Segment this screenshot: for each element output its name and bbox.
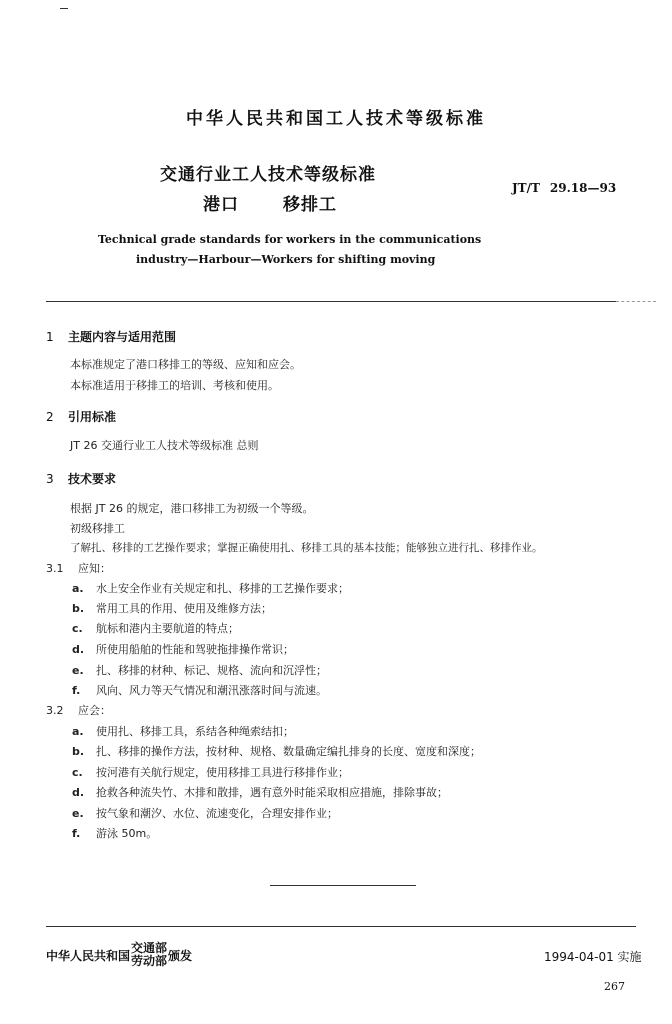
list-item-text: 扎、移排的材种、标记、规格、流向和沉浮性； — [96, 664, 327, 677]
paragraph: 初级移排工 — [70, 522, 125, 535]
list-item-text: 扎、移排的操作方法，按材种、规格、数量确定编扎排身的长度、宽度和深度； — [96, 745, 481, 758]
list-item-label: d. — [72, 786, 85, 799]
list-item — [72, 662, 327, 678]
list-item-label: c. — [72, 622, 83, 635]
section-2-heading — [46, 408, 116, 425]
national-standard-heading: 中华人民共和国工人技术等级标准 — [186, 109, 486, 129]
section-number: 2 — [46, 410, 54, 424]
list-item-label: f. — [72, 684, 81, 697]
subsection-title: 应知： — [78, 562, 111, 575]
list-item-text: 使用扎、移排工具，系结各种绳索结扣； — [96, 725, 294, 738]
list-item-text: 抢救各种流失竹、木排和散排，遇有意外时能采取相应措施，排除事故； — [96, 786, 448, 799]
list-item-label: f. — [72, 827, 81, 840]
corner-mark — [60, 8, 68, 9]
section-title: 主题内容与适用范围 — [68, 330, 177, 344]
list-item-label: b. — [72, 745, 85, 758]
list-item-text: 水上安全作业有关规定和扎、移排的工艺操作要求； — [96, 582, 349, 595]
subsection-3-1-heading — [46, 560, 111, 576]
end-rule — [270, 885, 416, 886]
subtitle-harbour: 港口 — [203, 195, 239, 215]
paragraph: 了解扎、移排的工艺操作要求；掌握正确使用扎、移排工具的基本技能；能够独立进行扎、移排作业。 — [70, 542, 543, 554]
list-item-text: 常用工具的作用、使用及维修方法； — [96, 602, 272, 615]
list-item — [72, 682, 327, 698]
subsection-number: 3.1 — [46, 562, 64, 575]
issuer-ministry-labour: 劳动部 — [131, 954, 168, 968]
paragraph: 根据 JT 26 的规定，港口移排工为初级一个等级。 — [70, 502, 314, 515]
list-item — [72, 784, 448, 800]
english-title-line1: Technical grade standards for workers in the communications — [98, 233, 482, 246]
list-item-text: 航标和港内主要航道的特点； — [96, 622, 239, 635]
code-number: 29.18—93 — [549, 181, 617, 195]
english-title-line2: industry—Harbour—Workers for shifting moving — [136, 253, 436, 266]
paragraph: 本标准适用于移排工的培训、考核和使用。 — [70, 379, 279, 392]
section-title: 引用标准 — [68, 410, 117, 424]
list-item-label: c. — [72, 766, 83, 779]
list-item-label: e. — [72, 807, 84, 820]
effective-date: 1994-04-01 实施 — [544, 950, 642, 964]
list-item-label: e. — [72, 664, 84, 677]
standard-code — [512, 181, 616, 195]
page-number: 267 — [604, 980, 625, 993]
list-item — [72, 641, 294, 657]
subsection-title: 应会： — [78, 704, 111, 717]
document-subtitle — [203, 190, 337, 215]
section-number: 3 — [46, 472, 54, 486]
subsection-number: 3.2 — [46, 704, 64, 717]
section-title: 技术要求 — [68, 472, 117, 486]
list-item — [72, 580, 349, 596]
issuer-ministries — [131, 942, 167, 968]
list-item — [72, 600, 272, 616]
section-1-heading — [46, 328, 176, 345]
list-item-text: 游泳 50m。 — [96, 827, 158, 840]
list-item-text: 按河港有关航行规定，使用移排工具进行移排作业； — [96, 766, 349, 779]
subtitle-worker: 移排工 — [283, 195, 337, 215]
list-item-label: a. — [72, 725, 84, 738]
list-item-text: 风向、风力等天气情况和潮汛涨落时间与流速。 — [96, 684, 327, 697]
list-item — [72, 764, 349, 780]
list-item — [72, 723, 294, 739]
issuer-prefix: 中华人民共和国 — [46, 948, 131, 963]
paragraph: 本标准规定了港口移排工的等级、应知和应会。 — [70, 358, 301, 371]
section-number: 1 — [46, 330, 54, 344]
section-3-heading — [46, 470, 116, 487]
list-item-label: b. — [72, 602, 85, 615]
list-item — [72, 805, 338, 821]
list-item-text: 所使用船舶的性能和驾驶拖排操作常识； — [96, 643, 294, 656]
header-rule — [46, 301, 616, 302]
list-item — [72, 620, 239, 636]
list-item — [72, 825, 157, 841]
document-title: 交通行业工人技术等级标准 — [160, 165, 376, 185]
issuer-ministry-transport: 交通部 — [131, 941, 168, 955]
paragraph: JT 26 交通行业工人技术等级标准 总则 — [70, 439, 259, 452]
list-item-text: 按气象和潮汐、水位、流速变化，合理安排作业； — [96, 807, 338, 820]
code-prefix: JT/T — [512, 181, 540, 195]
list-item-label: d. — [72, 643, 85, 656]
list-item — [72, 743, 481, 759]
subsection-3-2-heading — [46, 702, 111, 718]
issuer — [46, 942, 192, 968]
list-item-label: a. — [72, 582, 84, 595]
footer-rule — [46, 926, 636, 927]
issuer-suffix: 颁发 — [168, 948, 193, 963]
